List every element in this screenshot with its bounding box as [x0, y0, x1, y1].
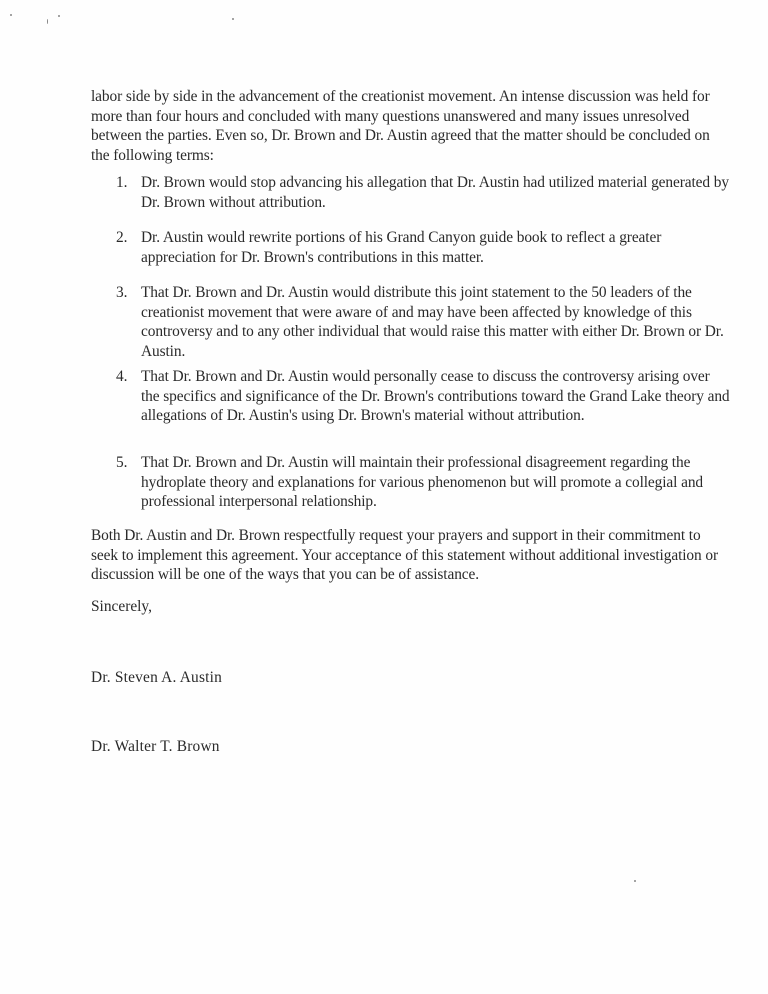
term-item: [116, 173, 731, 212]
term-item: [116, 228, 731, 267]
request-paragraph: Both Dr. Austin and Dr. Brown respectfully request your prayers and support in their commitment to seek to implement this agreement. Your acceptance of this statement without additional investigation or discussion will be one of the ways that you can be of assistance.: [91, 527, 718, 583]
term-number: 1.: [116, 174, 128, 191]
signatory-name: Dr. Walter T. Brown: [91, 738, 220, 755]
term-item: [116, 283, 731, 361]
term-item: [116, 367, 731, 426]
term-text: That Dr. Brown and Dr. Austin would distribute this joint statement to the 50 leaders of the creationist movement that were aware of and may have been affected by knowledge of this controversy and to any other individual that would raise this matter with either Dr. Brown or Dr. Austin.: [141, 284, 724, 360]
term-number: 4.: [116, 368, 128, 385]
term-text: Dr. Austin would rewrite portions of his Grand Canyon guide book to reflect a greater appreciation for Dr. Brown's contributions in this matter.: [141, 229, 662, 266]
signatory-name: Dr. Steven A. Austin: [91, 669, 222, 686]
term-number: 5.: [116, 454, 128, 471]
term-text: That Dr. Brown and Dr. Austin will maintain their professional disagreement regarding the hydroplate theory and explanations for various phenomenon but will promote a collegial and professional interpersonal relationship.: [141, 454, 704, 510]
intro-paragraph: labor side by side in the advancement of the creationist movement. An intense discussion was held for more than four hours and concluded with many questions unanswered and many issues unresolved between the parties. Even so, Dr. Brown and Dr. Austin agreed that the matter should be concluded on the following terms:: [91, 88, 710, 164]
term-text: Dr. Brown would stop advancing his allegation that Dr. Austin had utilized material generated by Dr. Brown without attribution.: [141, 174, 729, 211]
term-text: That Dr. Brown and Dr. Austin would personally cease to discuss the controversy arising over the specifics and significance of the Dr. Brown's contributions toward the Grand Lake theory and allegations of Dr. Austin's using Dr. Brown's material without attribution.: [141, 368, 730, 424]
term-item: [116, 453, 731, 512]
term-number: 3.: [116, 284, 128, 301]
term-number: 2.: [116, 229, 128, 246]
closing-salutation: Sincerely,: [91, 598, 152, 615]
